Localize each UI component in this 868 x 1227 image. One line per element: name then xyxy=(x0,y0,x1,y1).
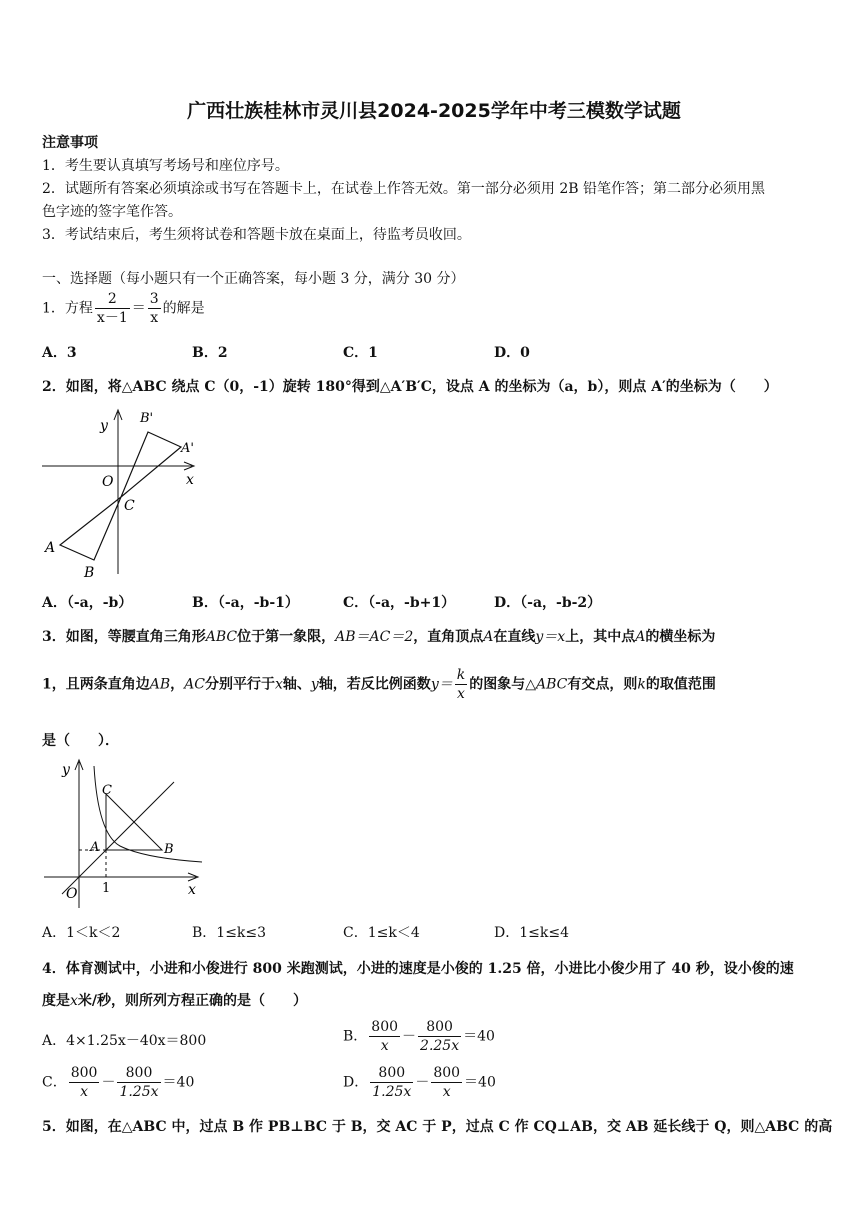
minus: － xyxy=(402,1028,417,1045)
text: 1，且两条直角边 xyxy=(42,676,150,693)
text: 在直线 xyxy=(493,629,536,645)
question-3-line-3: 是（ ）． xyxy=(42,733,119,749)
numerator: 800 xyxy=(371,1019,399,1035)
minus: － xyxy=(415,1074,430,1091)
label-y: y xyxy=(100,418,108,434)
notice-item: 色字迹的签字笔作答。 xyxy=(42,204,182,220)
fraction xyxy=(117,1064,160,1101)
text: 的取值范围 xyxy=(645,676,716,693)
q4-option-d xyxy=(343,1064,496,1101)
q1-prefix: 1．方程 xyxy=(42,300,93,317)
denominator: 1.25x xyxy=(372,1084,412,1100)
math: x xyxy=(70,993,78,1009)
text: ， xyxy=(170,676,185,693)
label-x: x xyxy=(186,472,194,488)
denominator: 2.25x xyxy=(420,1038,460,1054)
numerator: 800 xyxy=(433,1065,461,1081)
math: x xyxy=(274,676,283,693)
question-3-line-2 xyxy=(42,666,716,703)
numerator: 800 xyxy=(117,1064,160,1083)
label-c: C xyxy=(102,783,112,798)
fraction xyxy=(431,1064,462,1101)
text: 米/秒，则所列方程正确的是（ ） xyxy=(77,993,308,1009)
label-b: B xyxy=(84,565,95,581)
math: k xyxy=(637,676,646,693)
text: 上，其中点 xyxy=(565,629,636,645)
q1-fraction-left xyxy=(95,290,130,327)
q1-fraction-right xyxy=(148,290,161,327)
denominator: x xyxy=(442,1084,451,1100)
label-o: O xyxy=(66,886,78,902)
denominator: x－1 xyxy=(96,310,128,326)
math: AB xyxy=(149,676,171,693)
denominator: x xyxy=(150,310,159,326)
numerator: 3 xyxy=(149,291,159,307)
text: 位于第一象限， xyxy=(237,629,336,645)
fraction-k-over-x xyxy=(455,666,467,703)
text: 的横坐标为 xyxy=(645,629,716,645)
label-a: A xyxy=(90,840,100,855)
notice-item: 1．考生要认真填写考场号和座位序号。 xyxy=(42,158,289,174)
label-a-prime: A' xyxy=(181,441,194,456)
notice-heading: 注意事项 xyxy=(42,135,98,151)
label-one: 1 xyxy=(102,881,111,896)
q3-option-a: A．1＜k＜2 xyxy=(42,925,121,941)
notice-item: 2．试题所有答案必须填涂或书写在答题卡上，在试卷上作答无效。第一部分必须用 2B 铅笔作答；第二部分必须用黑 xyxy=(42,181,765,197)
option-label: B． xyxy=(343,1028,368,1045)
question-4-line-2 xyxy=(42,990,307,1010)
math: A xyxy=(483,629,494,645)
math: AC xyxy=(184,676,205,693)
section-heading: 一、选择题（每小题只有一个正确答案，每小题 3 分，满分 30 分） xyxy=(42,271,465,287)
question-3-line-1 xyxy=(42,626,715,646)
triangle-a1b1c xyxy=(121,432,181,497)
math: y＝x xyxy=(535,629,566,645)
numerator: k xyxy=(456,667,466,683)
denominator: x xyxy=(457,686,465,702)
label-x: x xyxy=(188,882,196,898)
math: y xyxy=(310,676,319,693)
question-4-line-1: 4．体育测试中，小进和小俊进行 800 米跑测试，小进的速度是小俊的 1.25 倍，小进比小俊少用了 40 秒，设小俊的速 xyxy=(42,961,794,977)
q4-option-c xyxy=(42,1064,194,1101)
minus: － xyxy=(101,1074,116,1091)
q2-option-b: B．（-a，-b-1） xyxy=(192,595,299,611)
q3-figure xyxy=(40,754,210,914)
numerator: 2 xyxy=(95,290,130,309)
text: 度是 xyxy=(42,993,70,1009)
q2-option-c: C．（-a，-b+1） xyxy=(343,595,456,611)
math: ABC xyxy=(205,629,238,645)
text: 轴，若反比例函数 xyxy=(318,676,431,693)
numerator: 800 xyxy=(370,1064,413,1083)
rhs: ＝40 xyxy=(463,1028,495,1045)
label-o: O xyxy=(102,474,114,490)
q1-suffix: 的解是 xyxy=(162,300,205,317)
math: ABC xyxy=(536,676,568,693)
label-a: A xyxy=(45,540,56,556)
denominator: x xyxy=(380,1038,389,1054)
text: 3．如图，等腰直角三角形 xyxy=(42,629,206,645)
math: AB＝AC＝2 xyxy=(335,629,414,645)
label-y: y xyxy=(62,762,70,778)
text: ，直角顶点 xyxy=(413,629,484,645)
math: y＝ xyxy=(430,676,453,693)
page-title: 广西壮族桂林市灵川县2024-2025学年中考三模数学试题 xyxy=(187,100,681,122)
question-5: 5．如图，在△ABC 中，过点 B 作 PB⊥BC 于 B，交 AC 于 P，过点 C 作 CQ⊥AB，交 AB 延长线于 Q，则△ABC 的高 xyxy=(42,1119,833,1135)
q1-option-c: C．1 xyxy=(343,345,378,361)
numerator: 800 xyxy=(418,1018,461,1037)
q2-option-d: D．（-a，-b-2） xyxy=(494,595,602,611)
question-2: 2．如图，将△ABC 绕点 C（0，-1）旋转 180°得到△A′B′C，设点 A 的坐标为（a，b），则点 A′的坐标为（ ） xyxy=(42,379,778,395)
q3-option-b: B．1≤k≤3 xyxy=(192,925,267,941)
q1-option-d: D．0 xyxy=(494,345,530,361)
equals: ＝ xyxy=(131,300,146,317)
q1-option-b: B．2 xyxy=(192,345,228,361)
label-b: B xyxy=(164,842,174,857)
rhs: ＝40 xyxy=(464,1074,496,1091)
math: A xyxy=(635,629,646,645)
text: 分别平行于 xyxy=(204,676,275,693)
question-1 xyxy=(42,290,205,327)
notice-item: 3．考试结束后，考生须将试卷和答题卡放在桌面上，待监考员收回。 xyxy=(42,227,471,243)
q4-option-b xyxy=(343,1018,495,1055)
text: 轴、 xyxy=(282,676,311,693)
q2-option-a: A．（-a，-b） xyxy=(42,595,133,611)
denominator: x xyxy=(80,1084,89,1100)
q3-option-d: D．1≤k≤4 xyxy=(494,925,569,941)
text: 的图象与△ xyxy=(469,676,536,693)
label-b-prime: B' xyxy=(140,411,154,426)
q1-option-a: A．3 xyxy=(42,345,77,361)
hyperbola xyxy=(94,766,202,862)
fraction xyxy=(369,1018,400,1055)
fraction xyxy=(418,1018,461,1055)
denominator: 1.25x xyxy=(119,1084,159,1100)
numerator: 800 xyxy=(70,1065,98,1081)
fraction xyxy=(370,1064,413,1101)
q3-option-c: C．1≤k＜4 xyxy=(343,925,420,941)
text: 有交点，则 xyxy=(567,676,638,693)
option-label: C． xyxy=(42,1074,67,1091)
triangle-abc xyxy=(60,497,121,560)
label-c: C xyxy=(124,498,135,514)
option-label: D． xyxy=(343,1074,369,1091)
fraction xyxy=(69,1064,100,1101)
rhs: ＝40 xyxy=(162,1074,195,1091)
q4-option-a: A．4×1.25x－40x＝800 xyxy=(42,1033,207,1049)
q2-figure xyxy=(40,402,210,584)
